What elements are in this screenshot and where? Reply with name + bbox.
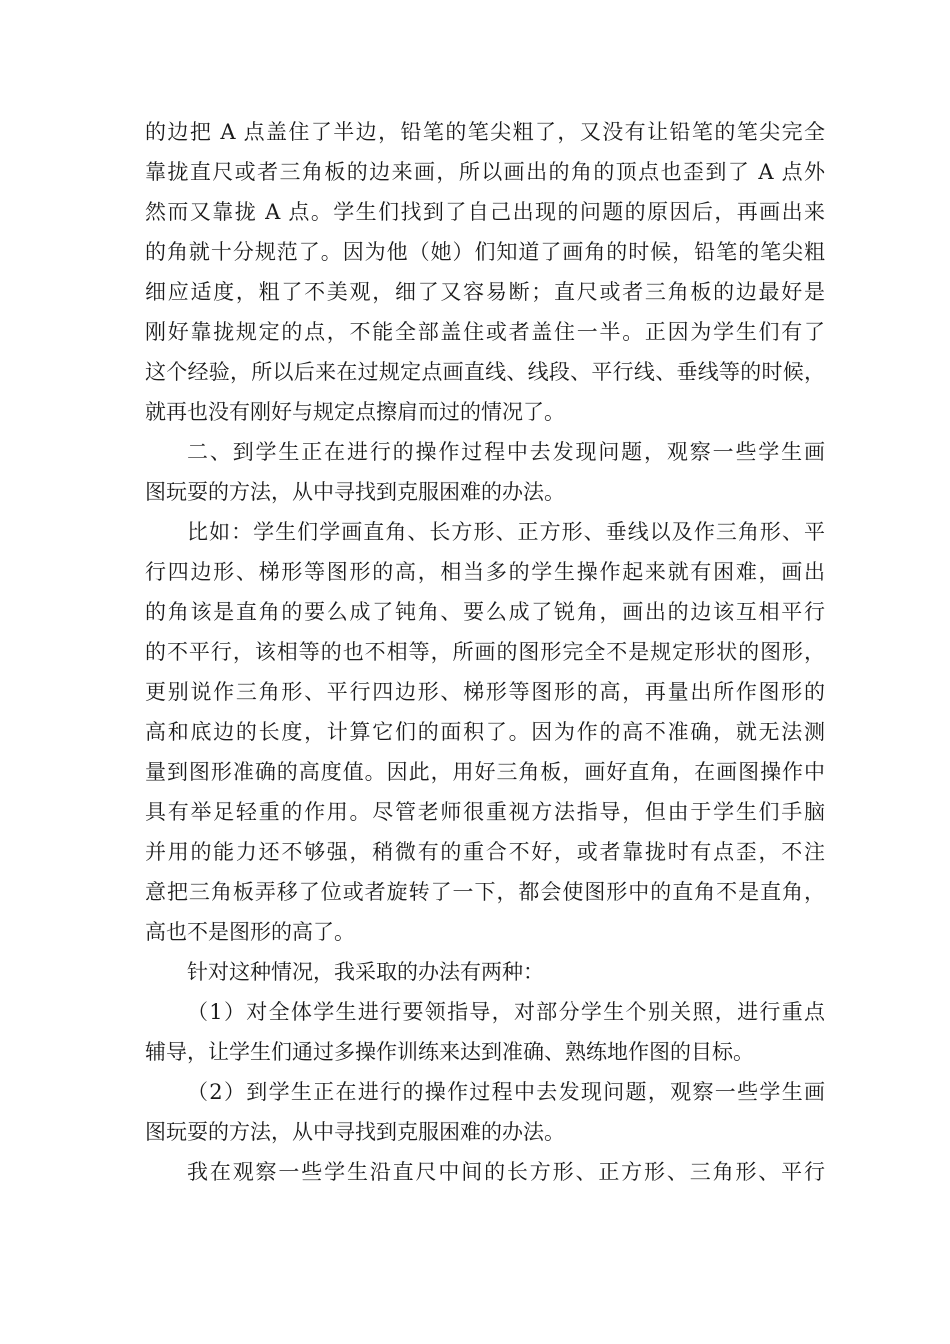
text-line: 针对这种情况，我采取的办法有两种：	[187, 960, 544, 984]
text-line: 高也不是图形的高了。	[145, 920, 355, 944]
text-line: 刚好靠拢规定的点，不能全部盖住或者盖住一半。正因为学生们有了	[145, 320, 825, 344]
text-line: 二、到学生正在进行的操作过程中去发现问题，观察一些学生画	[187, 440, 825, 464]
text-line: （1）对全体学生进行要领指导，对部分学生个别关照，进行重点	[187, 1000, 825, 1024]
text-line: 的不平行，该相等的也不相等，所画的图形完全不是规定形状的图形，	[145, 640, 825, 664]
text-line: 并用的能力还不够强，稍微有的重合不好，或者靠拢时有点歪，不注	[145, 840, 825, 864]
text-line: 的边把 A 点盖住了半边，铅笔的笔尖粗了，又没有让铅笔的笔尖完全	[145, 120, 825, 144]
text-line: 具有举足轻重的作用。尽管老师很重视方法指导，但由于学生们手脑	[145, 800, 825, 824]
text-line: 意把三角板弄移了位或者旋转了一下，都会使图形中的直角不是直角，	[145, 880, 825, 904]
text-line: 的角该是直角的要么成了钝角、要么成了锐角，画出的边该互相平行	[145, 600, 825, 624]
text-line: 图玩耍的方法，从中寻找到克服困难的办法。	[145, 480, 565, 504]
text-line: 行四边形、梯形等图形的高，相当多的学生操作起来就有困难，画出	[145, 560, 825, 584]
text-line: 靠拢直尺或者三角板的边来画，所以画出的角的顶点也歪到了 A 点外	[145, 160, 825, 184]
text-line: 比如：学生们学画直角、长方形、正方形、垂线以及作三角形、平	[187, 520, 825, 544]
text-line: 量到图形准确的高度值。因此，用好三角板，画好直角，在画图操作中	[145, 760, 825, 784]
text-line: 更别说作三角形、平行四边形、梯形等图形的高，再量出所作图形的	[145, 680, 825, 704]
text-line: 然而又靠拢 A 点。学生们找到了自己出现的问题的原因后，再画出来	[145, 200, 825, 224]
text-line: 就再也没有刚好与规定点擦肩而过的情况了。	[145, 400, 565, 424]
text-line: 高和底边的长度，计算它们的面积了。因为作的高不准确，就无法测	[145, 720, 825, 744]
text-line: 细应适度，粗了不美观，细了又容易断；直尺或者三角板的边最好是	[145, 280, 825, 304]
text-line: 图玩耍的方法，从中寻找到克服困难的办法。	[145, 1120, 565, 1144]
text-line: 的角就十分规范了。因为他（她）们知道了画角的时候，铅笔的笔尖粗	[145, 240, 825, 264]
text-line: 辅导，让学生们通过多操作训练来达到准确、熟练地作图的目标。	[145, 1040, 754, 1064]
text-line: （2）到学生正在进行的操作过程中去发现问题，观察一些学生画	[187, 1080, 825, 1104]
document-body-text	[145, 112, 825, 1192]
text-line: 我在观察一些学生沿直尺中间的长方形、正方形、三角形、平行	[187, 1160, 825, 1184]
text-line: 这个经验，所以后来在过规定点画直线、线段、平行线、垂线等的时候，	[145, 360, 825, 384]
